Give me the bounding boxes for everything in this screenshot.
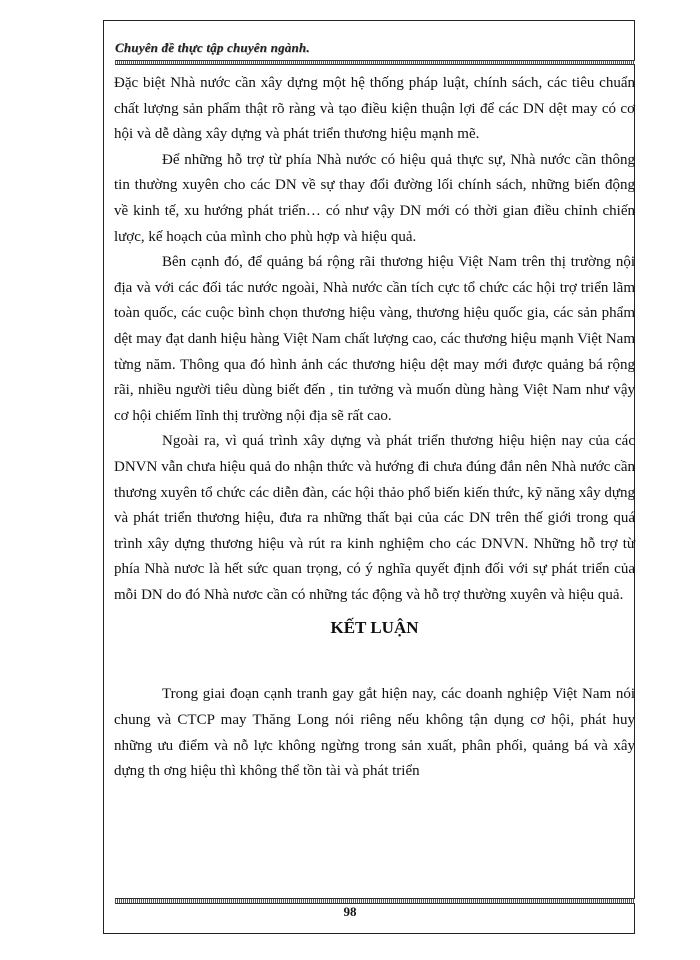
paragraph-4: Ngoài ra, vì quá trình xây dựng và phát triển thương hiệu hiện nay của các DNVN vẫn chưa hiệu quả do nhận thức và hướng đi chưa đúng đắn nên Nhà nước cần thương xuyên tổ chức các diễn đàn, các hội thảo phổ biến kiến thức, kỹ năng xây dựng và phát triển thương hiệu, đưa ra những thất bại của các DN trên thế giới trong quá trình xây dựng thương hiệu và rút ra kinh nghiệm cho các DNVN. Những hỗ trợ từ phía Nhà nươc là hết sức quan trọng, có ý nghĩa quyết định đối với sự phát triển của mỗi DN do đó Nhà nươc cần có những tác động và hỗ trợ thường xuyên và hiệu quả. bbox=[114, 433, 635, 603]
paragraph-1: Đặc biệt Nhà nước cần xây dựng một hệ thống pháp luật, chính sách, các tiêu chuẩn chất lượng sản phẩm thật rõ ràng và tạo điều kiện thuận lợi để các DN dệt may có cơ hội và dễ dàng xây dựng và phát triển thương hiệu mạnh mẽ. bbox=[114, 75, 635, 143]
conclusion-paragraph: Trong giai đoạn cạnh tranh gay gắt hiện nay, các doanh nghiệp Việt Nam nói chung và CTCP may Thăng Long nói riêng nếu không tận dụng cơ hội, phát huy những ưu điểm và nỗ lực không ngừng trong sản xuất, phân phối, quảng bá và xây dựng th ơng hiệu thì không thể tồn tài và phát triển bbox=[114, 686, 635, 780]
running-header: Chuyên đề thực tập chuyên ngành. bbox=[115, 40, 310, 55]
header-rule bbox=[115, 60, 635, 65]
document-body bbox=[114, 71, 635, 785]
paragraph-2: Để những hỗ trợ từ phía Nhà nước có hiệu quả thực sự, Nhà nước cần thông tin thường xuyên cho các DN về sự thay đổi đường lối chính sách, những biến động về kinh tế, xu hướng phát triển… có như vậy DN mới có thời gian điều chỉnh chiến lược, kế hoạch của mình cho phù hợp và hiệu quả. bbox=[114, 151, 635, 245]
paragraph-3: Bên cạnh đó, để quảng bá rộng rãi thương hiệu Việt Nam trên thị trường nội địa và với các đối tác nước ngoài, Nhà nước cần tích cực tổ chức các hội trợ triển lãm toàn quốc, các cuộc bình chọn thương hiệu vàng, thương hiệu quốc gia, các sản phẩm dệt may đạt danh hiệu hàng Việt Nam chất lượng cao, các thương hiệu mạnh Việt Nam từng năm. Thông qua đó hình ảnh các thương hiệu dệt may mới được quảng bá rộng rãi, nhiều người tiêu dùng biết đến , tin tưởng và muốn dùng hàng Việt Nam như vậy cơ hội chiếm lĩnh thị trường nội địa sẽ rất cao. bbox=[114, 254, 635, 424]
conclusion-title: KẾT LUẬN bbox=[330, 618, 419, 638]
page-number: 98 bbox=[343, 904, 357, 919]
